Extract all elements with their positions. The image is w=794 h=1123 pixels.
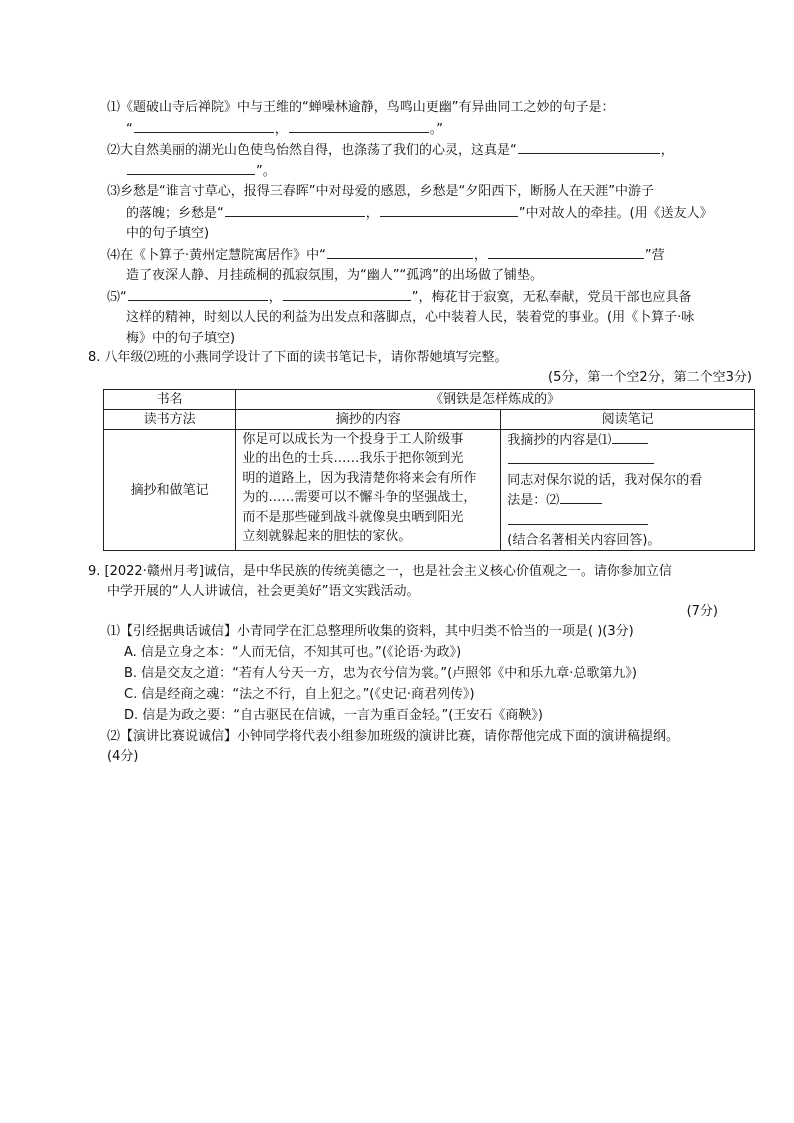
q7-item4-line1 xyxy=(107,245,665,265)
table-row xyxy=(104,390,755,410)
excerpt-line: 业的出色的士兵……我乐于把你领到光 xyxy=(242,451,464,467)
excerpt-line: 而不是那些碰到战斗就像臭虫晒到阳光 xyxy=(242,509,464,525)
q7-item3-line1: ⑶乡愁是“谁言寸草心，报得三春晖”中对母爱的感恩，乡愁是“夕阳西下，断肠人在天涯”中游子 xyxy=(107,184,654,199)
q9-option-d[interactable]: D. 信是为政之要：“自古驱民在信诚，一言为重百金轻。”(王安石《商鞅》) xyxy=(124,708,543,723)
q9-option-c[interactable]: C. 信是经商之魂：“法之不行，自上犯之。”(《史记·商君列传》) xyxy=(124,687,475,702)
column-header-excerpt: 摘抄的内容 xyxy=(236,410,501,430)
notes-text: 我摘抄的内容是⑴ xyxy=(507,433,612,448)
table-row xyxy=(104,430,755,551)
notes-line xyxy=(507,450,748,470)
q9-part2: ⑵【演讲比赛说诚信】小钟同学将代表小组参加班级的演讲比赛，请你帮他完成下面的演讲稿提纲。 xyxy=(107,729,680,744)
q9-option-b[interactable]: B. 信是交友之道：“若有人兮天一方，忠为衣兮信为裳。”(卢照邻《中和乐九章·总歌第九》) xyxy=(124,666,637,681)
column-header-method: 读书方法 xyxy=(104,410,236,430)
answer-blank[interactable] xyxy=(612,430,648,444)
notes-line xyxy=(507,490,748,510)
q7-item5-line2: 这样的精神，时刻以人民的利益为出发点和落脚点，心中装着人民，装着党的事业。(用《卜算子·咏 xyxy=(126,310,695,325)
notes-line: 同志对保尔说的话，我对保尔的看 xyxy=(507,472,703,488)
notes-cell xyxy=(501,430,755,551)
q9-score: (7分) xyxy=(686,604,718,619)
answer-blank[interactable] xyxy=(128,287,268,301)
answer-blank[interactable] xyxy=(488,245,644,259)
excerpt-line: 明的道路上，因为我清楚你将来会有所作 xyxy=(242,470,477,486)
q7-item2-end: ”。 xyxy=(256,164,276,179)
q7-item4-text-b: ， xyxy=(473,248,487,263)
q7-item3-text-b: ， xyxy=(365,206,379,221)
q7-item4-text-c: ”营 xyxy=(644,248,665,263)
q7-item3-text-a: 的落魄；乡愁是“ xyxy=(126,206,224,221)
method-value-cell: 摘抄和做笔记 xyxy=(104,430,236,551)
table-row xyxy=(104,410,755,430)
q9-part1: ⑴【引经据典话诚信】小青同学在汇总整理所收集的资料，其中归类不恰当的一项是( )(3分) xyxy=(107,624,634,639)
answer-blank[interactable] xyxy=(127,161,255,175)
q7-item3-line3: 中的句子填空) xyxy=(126,226,210,241)
q9-option-a[interactable]: A. 信是立身之本：“人而无信，不知其可也。”(《论语·为政》) xyxy=(124,645,462,660)
book-label-cell: 书名 xyxy=(104,390,236,410)
q8-score: (5分，第一个空2分，第二个空3分) xyxy=(548,370,752,385)
q7-item2-line2 xyxy=(126,161,276,181)
answer-blank[interactable] xyxy=(134,119,274,133)
q7-item3-line2 xyxy=(126,203,713,223)
q7-item4-text-a: ⑷在《卜算子·黄州定慧院寓居作》中“ xyxy=(107,248,326,263)
q7-item5-text-c: ”，梅花甘于寂寞，无私奉献，党员干部也应具备 xyxy=(411,290,692,305)
q7-item4-line2: 造了夜深人静、月挂疏桐的孤寂氛围，为“幽人”“孤鸿”的出场做了铺垫。 xyxy=(126,268,543,283)
q7-item2-comma: ， xyxy=(660,143,674,158)
answer-blank[interactable] xyxy=(560,490,602,504)
column-header-notes: 阅读笔记 xyxy=(501,410,755,430)
answer-blank[interactable] xyxy=(508,511,648,525)
q7-item1-line2 xyxy=(126,119,443,139)
answer-blank[interactable] xyxy=(283,287,411,301)
q7-item2-text: ⑵大自然美丽的湖光山色使鸟怡然自得，也涤荡了我们的心灵，这真是“ xyxy=(107,143,517,158)
q7-item3-text-c: ”中对故人的牵挂。(用《送友人》 xyxy=(518,206,713,221)
notes-text: 法是：⑵ xyxy=(507,493,560,509)
q7-item1-line1: ⑴《题破山寺后禅院》中与王维的“蝉噪林逾静，鸟鸣山更幽”有异曲同工之妙的句子是： xyxy=(107,100,615,115)
notes-line xyxy=(507,511,748,531)
notes-line: (结合名著相关内容回答)。 xyxy=(507,533,661,549)
q7-item5-line3: 梅》中的句子填空) xyxy=(126,331,236,346)
q7-item1-close-quote: 。” xyxy=(429,122,444,137)
q7-item5-text-a: ⑸“ xyxy=(107,290,127,305)
q8-stem: 8. 八年级⑵班的小燕同学设计了下面的读书笔记卡，请你帮她填写完整。 xyxy=(88,350,508,365)
answer-blank[interactable] xyxy=(380,203,518,217)
book-title-cell: 《钢铁是怎样炼成的》 xyxy=(236,390,755,410)
answer-blank[interactable] xyxy=(225,203,365,217)
answer-blank[interactable] xyxy=(518,140,660,154)
q9-part2-score: (4分) xyxy=(107,749,139,764)
q9-stem-line1: 9. [2022·赣州月考]诚信，是中华民族的传统美德之一，也是社会主义核心价值观之一。请你参加立信 xyxy=(88,564,672,579)
excerpt-line: 为的……需要可以不懈斗争的坚强战士， xyxy=(242,490,477,506)
excerpt-line: 你足可以成长为一个投身于工人阶级事 xyxy=(242,432,464,447)
answer-blank[interactable] xyxy=(289,119,429,133)
q7-item1-separator: ， xyxy=(274,122,288,137)
q7-item2-line1 xyxy=(107,140,674,160)
excerpt-line: 立刻就躲起来的胆怯的家伙。 xyxy=(242,529,412,545)
answer-blank[interactable] xyxy=(327,245,473,259)
answer-blank[interactable] xyxy=(508,450,654,464)
excerpt-cell xyxy=(236,430,501,551)
q7-item1-open-quote: “ xyxy=(126,122,133,137)
q9-stem-line2: 中学开展的“人人讲诚信，社会更美好”语文实践活动。 xyxy=(107,584,420,599)
reading-notes-table xyxy=(103,389,755,551)
q7-item5-line1 xyxy=(107,287,692,307)
q7-item5-text-b: ， xyxy=(268,290,282,305)
notes-line xyxy=(507,430,748,450)
